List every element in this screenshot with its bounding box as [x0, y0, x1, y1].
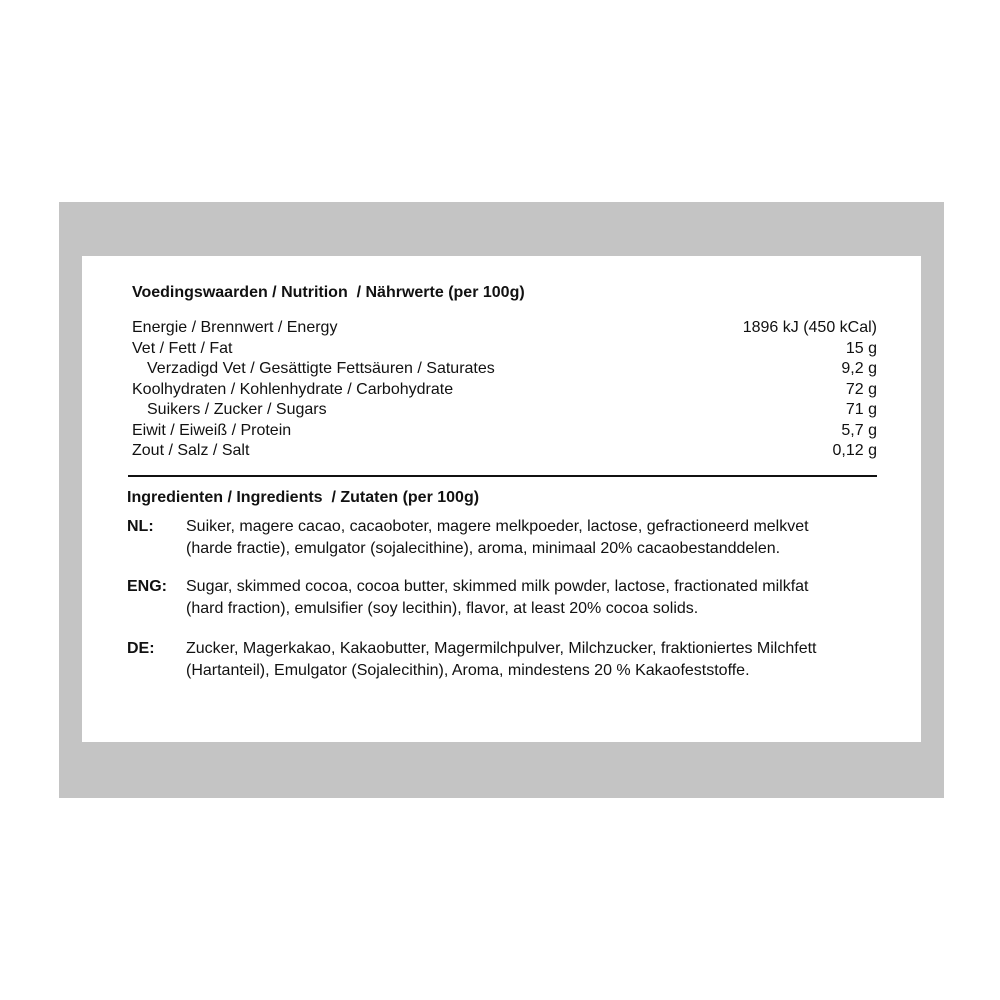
ingredients-text-de — [186, 638, 906, 682]
ingredients-line: Suiker, magere cacao, cacaoboter, magere melkpoeder, lactose, gefractioneerd melkvet — [186, 518, 809, 535]
gray-frame — [59, 202, 944, 798]
nutrient-value: 0,12 g — [832, 442, 877, 459]
nutrition-row-carbohydrate — [132, 380, 877, 401]
nutrient-name: Eiwit / Eiweiß / Protein — [132, 421, 292, 439]
nutrient-value: 72 g — [845, 380, 877, 398]
nutrition-heading: Voedingswaarden / Nutrition / Nährwerte (per 100g) — [132, 284, 525, 301]
nutrient-value: 15 g — [845, 339, 877, 357]
nutrient-name: Verzadigd Vet / Gesättigte Fettsäuren / Saturates — [147, 360, 495, 377]
ingredients-line: (hard fraction), emulsifier (soy lecithin), flavor, at least 20% cocoa solids. — [186, 600, 699, 617]
ingredients-heading: Ingredienten / Ingredients / Zutaten (per 100g) — [127, 489, 480, 506]
nutrition-row-salt — [132, 441, 877, 462]
nutrient-value: 5,7 g — [841, 421, 877, 439]
nutrient-name: Zout / Salz / Salt — [132, 442, 250, 459]
nutrition-row-saturates — [132, 359, 877, 380]
nutrition-table — [132, 318, 877, 462]
language-code-nl: NL: — [127, 518, 154, 535]
nutrient-name: Koolhydraten / Kohlenhydrate / Carbohydrate — [132, 380, 454, 398]
nutrient-value: 1896 kJ (450 kCal) — [742, 319, 877, 336]
nutrition-row-sugars — [132, 400, 877, 421]
nutrition-row-fat — [132, 339, 877, 360]
nutrient-name: Suikers / Zucker / Sugars — [147, 401, 327, 418]
ingredients-line: (harde fractie), emulgator (sojalecithine), aroma, minimaal 20% cacaobestanddelen. — [186, 540, 781, 557]
language-code-de: DE: — [127, 640, 155, 657]
ingredients-line: Zucker, Magerkakao, Kakaobutter, Magermilchpulver, Milchzucker, fraktioniertes Milchfett — [186, 640, 817, 657]
nutrition-row-energy — [132, 318, 877, 339]
ingredients-text-nl — [186, 516, 906, 560]
language-code-eng: ENG: — [127, 578, 167, 595]
nutrition-row-protein — [132, 421, 877, 442]
ingredients-text-eng — [186, 576, 906, 620]
nutrient-name: Vet / Fett / Fat — [132, 339, 233, 357]
nutrient-value: 9,2 g — [841, 360, 877, 377]
ingredients-line: Sugar, skimmed cocoa, cocoa butter, skimmed milk powder, lactose, fractionated milkfat — [186, 578, 809, 595]
nutrient-value: 71 g — [845, 401, 877, 418]
section-divider — [128, 475, 877, 477]
ingredients-line: (Hartanteil), Emulgator (Sojalecithin), Aroma, mindestens 20 % Kakaofeststoffe. — [186, 662, 750, 679]
nutrient-name: Energie / Brennwert / Energy — [132, 319, 338, 336]
nutrition-label-card — [82, 256, 921, 742]
